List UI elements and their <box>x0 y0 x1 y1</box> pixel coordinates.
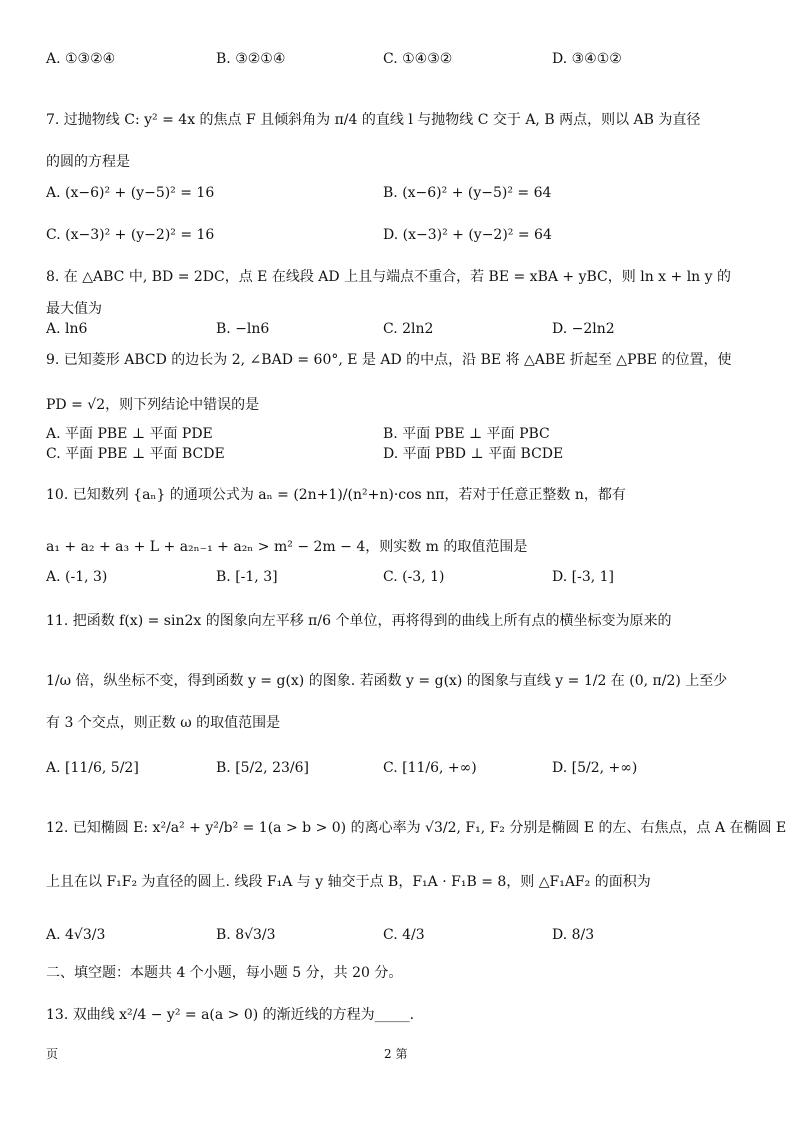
footer-left: 页 <box>46 1047 59 1061</box>
q7-stem-line2: 的圆的方程是 <box>46 154 130 170</box>
q10-option-d: D. [-3, 1] <box>552 569 614 585</box>
q11-option-c: C. [11/6, +∞) <box>383 760 477 776</box>
q7-stem-line1: 7. 过抛物线 C: y² = 4x 的焦点 F 且倾斜角为 π/4 的直线 l 与抛物线 C 交于 A, B 两点，则以 AB 为直径 <box>46 112 701 128</box>
q7-option-a: A. (x−6)² + (y−5)² = 16 <box>46 185 215 201</box>
q9-option-d: D. 平面 PBD ⊥ 平面 BCDE <box>383 446 564 462</box>
prev-option-d: D. ③④①② <box>552 51 622 67</box>
q9-option-a: A. 平面 PBE ⊥ 平面 PDE <box>46 426 213 442</box>
prev-option-b: B. ③②①④ <box>216 51 286 67</box>
q10-stem-line2: a₁ + a₂ + a₃ + L + a₂ₙ₋₁ + a₂ₙ > m² − 2m − 4，则实数 m 的取值范围是 <box>46 539 528 555</box>
q9-stem-line1: 9. 已知菱形 ABCD 的边长为 2, ∠BAD = 60°, E 是 AD 的中点，沿 BE 将 △ABE 折起至 △PBE 的位置，使 <box>46 352 732 368</box>
q13-stem: 13. 双曲线 x²/4 − y² = a(a > 0) 的渐近线的方程为_____. <box>46 1007 415 1023</box>
q11-option-b: B. [5/2, 23/6] <box>216 760 309 776</box>
q12-stem-line1: 12. 已知椭圆 E: x²/a² + y²/b² = 1(a > b > 0) 的离心率为 √3/2, F₁, F₂ 分别是椭圆 E 的左、右焦点，点 A 在椭圆 E <box>46 820 787 836</box>
q9-option-b: B. 平面 PBE ⊥ 平面 PBC <box>383 426 550 442</box>
q12-stem-line2: 上且在以 F₁F₂ 为直径的圆上. 线段 F₁A 与 y 轴交于点 B，F₁A · F₁B = 8，则 △F₁AF₂ 的面积为 <box>46 874 651 890</box>
q8-option-c: C. 2ln2 <box>383 321 434 337</box>
q8-stem-line1: 8. 在 △ABC 中, BD = 2DC，点 E 在线段 AD 上且与端点不重合，若 BE = xBA + yBC，则 ln x + ln y 的 <box>46 269 731 285</box>
prev-option-c: C. ①④③② <box>383 51 453 67</box>
q12-option-b: B. 8√3/3 <box>216 927 276 943</box>
q8-option-b: B. −ln6 <box>216 321 270 337</box>
q10-option-c: C. (-3, 1) <box>383 569 445 585</box>
q7-option-b: B. (x−6)² + (y−5)² = 64 <box>383 185 552 201</box>
q11-stem-line3: 有 3 个交点，则正数 ω 的取值范围是 <box>46 715 281 731</box>
q7-option-c: C. (x−3)² + (y−2)² = 16 <box>46 227 215 243</box>
q10-option-b: B. [-1, 3] <box>216 569 278 585</box>
q12-option-a: A. 4√3/3 <box>46 927 106 943</box>
q8-option-a: A. ln6 <box>46 321 88 337</box>
q11-stem-line1: 11. 把函数 f(x) = sin2x 的图象向左平移 π/6 个单位，再将得到的曲线上所有点的横坐标变为原来的 <box>46 613 672 629</box>
q8-option-d: D. −2ln2 <box>552 321 615 337</box>
q10-stem-line1: 10. 已知数列 {aₙ} 的通项公式为 aₙ = (2n+1)/(n²+n)·cos nπ，若对于任意正整数 n，都有 <box>46 487 626 503</box>
prev-option-a: A. ①③②④ <box>46 51 116 67</box>
section2-heading: 二、填空题：本题共 4 个小题，每小题 5 分，共 20 分。 <box>46 965 403 981</box>
q9-option-c: C. 平面 PBE ⊥ 平面 BCDE <box>46 446 225 462</box>
q11-stem-line2: 1/ω 倍，纵坐标不变，得到函数 y = g(x) 的图象. 若函数 y = g(x) 的图象与直线 y = 1/2 在 (0, π/2) 上至少 <box>46 673 728 689</box>
q9-stem-line2: PD = √2，则下列结论中错误的是 <box>46 397 260 413</box>
q11-option-a: A. [11/6, 5/2] <box>46 760 139 776</box>
q10-option-a: A. (-1, 3) <box>46 569 108 585</box>
q12-option-d: D. 8/3 <box>552 927 595 943</box>
footer-page-number: 2 第 <box>384 1047 408 1061</box>
q7-option-d: D. (x−3)² + (y−2)² = 64 <box>383 227 552 243</box>
q11-option-d: D. [5/2, +∞) <box>552 760 638 776</box>
q12-option-c: C. 4/3 <box>383 927 425 943</box>
q8-stem-line2: 最大值为 <box>46 301 102 317</box>
